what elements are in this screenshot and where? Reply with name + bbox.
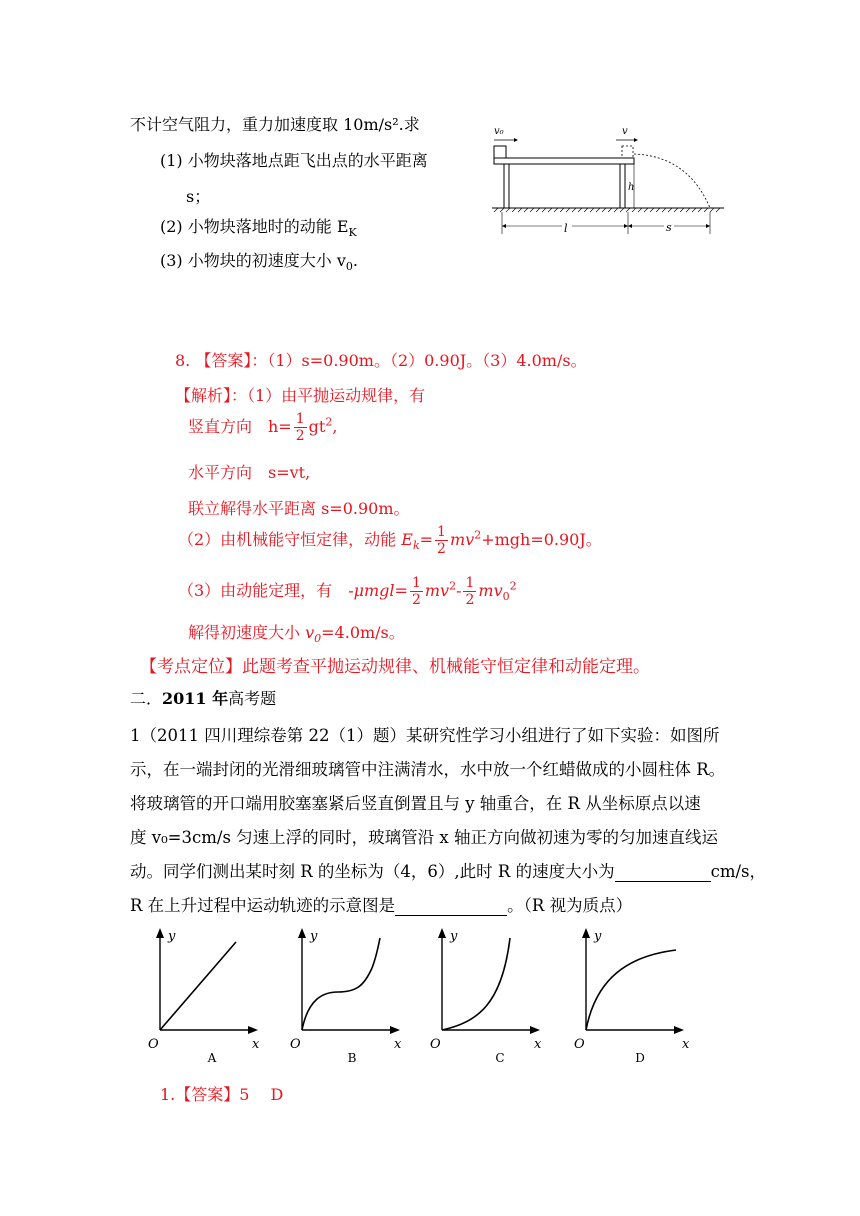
- origin-label: O: [430, 1037, 441, 1052]
- problem-intro-line: 不计空气阻力，重力加速度取 10m/s².求: [130, 115, 420, 134]
- graph-b: [282, 920, 422, 1070]
- trajectory: [634, 154, 710, 208]
- graph-caption: D: [635, 1051, 645, 1065]
- joint-solution: 联立解得水平距离 s=0.90m。: [188, 499, 410, 518]
- trajectory-curve: [442, 938, 510, 1030]
- problem-1-line-6: R 在上升过程中运动轨迹的示意图是 。（R 视为质点）: [130, 896, 633, 915]
- y-axis-label: y: [450, 929, 458, 944]
- s-label: s: [666, 221, 672, 234]
- kaodian: 【考点定位】此题考查平抛运动规律、机械能守恒定律和动能定理。: [140, 657, 650, 677]
- x-axis-label: x: [682, 1037, 690, 1052]
- horizontal-equation: 水平方向 s=vt,: [188, 463, 311, 482]
- graph-c: [422, 920, 562, 1070]
- trajectory-curve: [586, 950, 676, 1030]
- x-axis-label: x: [394, 1037, 402, 1052]
- question-1-cont: s；: [186, 187, 211, 206]
- problem-1-line-2: 示，在一端封闭的光滑细玻璃管中注满清水，水中放一个红蜡做成的小圆柱体 R。: [130, 760, 726, 779]
- question-2: (2) 小物块落地时的动能 $E_K$: [160, 217, 357, 240]
- graph-d: [566, 920, 706, 1070]
- graph-caption: B: [347, 1051, 357, 1065]
- problem-1-line-3: 将玻璃管的开口端用胶塞塞紧后竖直倒置且与 y 轴重合，在 R 从坐标原点以速: [130, 794, 701, 813]
- trajectory-curve: [302, 938, 380, 1030]
- vertical-equation: 竖直方向 h= $\frac{1}{2}$ $gt^2$,: [188, 411, 338, 444]
- graph-caption: C: [495, 1051, 505, 1065]
- y-axis-label: y: [594, 929, 602, 944]
- x-axis-label: x: [534, 1037, 542, 1052]
- answer-1: 1.【答案】5 D: [160, 1085, 284, 1104]
- y-axis-label: y: [168, 929, 176, 944]
- h-label: h: [628, 182, 635, 193]
- work-energy-line: （3）由动能定理，有 -μmgl= $\frac{1}{2}$ $mv^2-$ $\frac{1}{2}$ $mv_0^2$: [178, 575, 517, 608]
- energy-conservation-line: （2）由机械能守恒定律，动能 $E_k=$ $\frac{1}{2}$ $mv^2+mgh=0.90J$。: [178, 524, 602, 557]
- question-1: (1) 小物块落地点距飞出点的水平距离: [160, 151, 428, 170]
- v-label: v: [622, 126, 628, 137]
- analysis-head: 【解析】：（1）由平抛运动规律，有: [175, 386, 426, 405]
- v0-label: v₀: [494, 126, 504, 137]
- origin-label: O: [148, 1037, 159, 1052]
- question-3: (3) 小物块的初速度大小 $v_0$.: [160, 251, 358, 274]
- tabletop: [494, 158, 634, 164]
- block: [494, 146, 506, 158]
- graph-a: [140, 920, 280, 1070]
- origin-label: O: [574, 1037, 585, 1052]
- problem-1-line-5: 动。同学们测出某时刻 R 的坐标为（4，6）,此时 R 的速度大小为 cm/s，: [130, 862, 766, 881]
- graph-caption: A: [207, 1051, 217, 1065]
- section-heading: 二．2011 年高考题: [130, 689, 277, 708]
- answer-blank-trajectory[interactable]: [395, 897, 507, 916]
- y-axis-label: y: [310, 929, 318, 944]
- trajectory-curve: [160, 942, 236, 1030]
- answer-blank-speed[interactable]: [615, 863, 711, 882]
- projectile-figure: [488, 120, 728, 240]
- x-axis-label: x: [252, 1037, 260, 1052]
- initial-speed-result: 解得初速度大小 $v_0=4.0m/s$。: [188, 623, 405, 646]
- origin-label: O: [290, 1037, 301, 1052]
- l-label: l: [564, 222, 568, 235]
- answer-8: 8. 【答案】：（1）s=0.90m。（2）0.90J。（3）4.0m/s。: [175, 351, 587, 370]
- problem-1-line-1: 1（2011 四川理综卷第 22（1）题）某研究性学习小组进行了如下实验：如图所: [130, 726, 720, 745]
- problem-1-line-4: 度 v₀=3cm/s 匀速上浮的同时，玻璃管沿 x 轴正方向做初速为零的匀加速直线运: [130, 828, 718, 847]
